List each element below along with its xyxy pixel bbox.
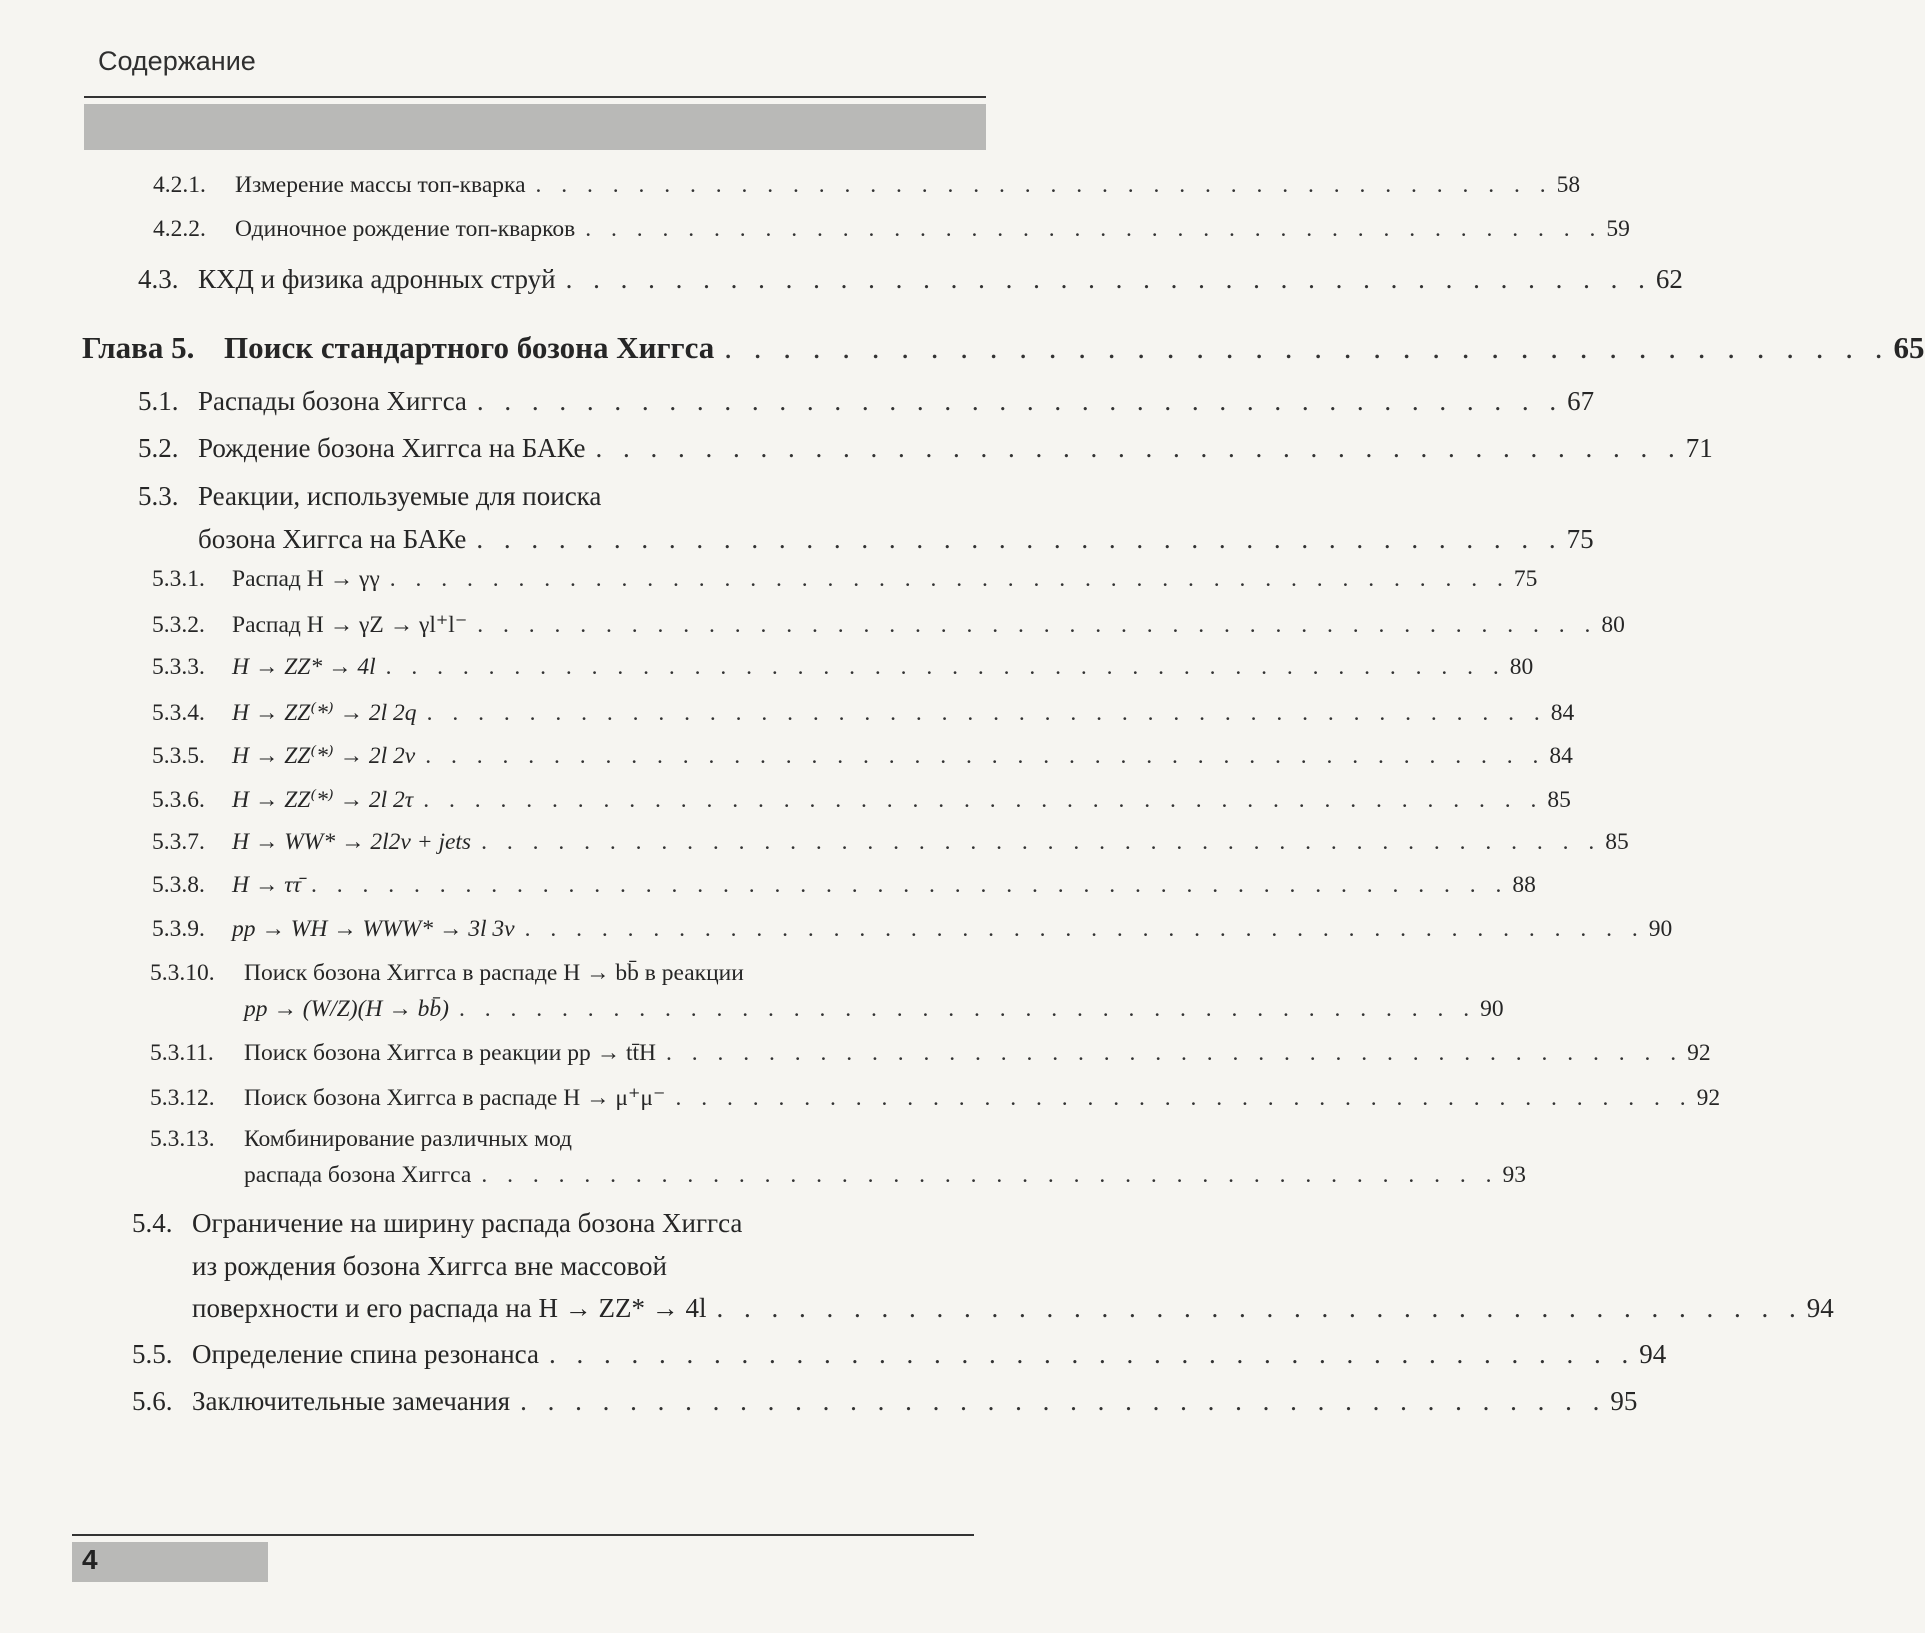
toc-entry-5-3-2 [152,610,1625,639]
toc-number: 4.3. [138,264,179,294]
dot-leader: . . . . . . . . . . . . . . . . . . . . . . . . . . . . . . . . . . . . . . . . [481,1162,1499,1188]
toc-entry-5-3-10 [244,996,1504,1023]
toc-title-line: из рождения бозона Хиггса вне массовой [192,1251,668,1281]
toc-title: Распад H → γZ → γl⁺l⁻ [232,612,468,638]
toc-number: 5.3.8. [152,872,205,898]
toc-page-number: 67 [1567,386,1595,416]
toc-number: 5.3.12. [150,1085,215,1111]
toc-entry-4-3 [138,264,1683,295]
toc-entry-5-3-7 [152,829,1629,856]
toc-page-number: 71 [1685,433,1713,463]
toc-number: 5.3.3. [152,654,205,680]
toc-entry-5-3-11 [150,1040,1711,1067]
toc-number: 5.6. [132,1386,173,1416]
toc-page-number: 92 [1687,1040,1711,1066]
toc-entry-5-3-1 [152,566,1538,593]
dot-leader: . . . . . . . . . . . . . . . . . . . . . . . . . . . . . . . . . . . . . . . . [595,433,1682,463]
dot-leader: . . . . . . . . . . . . . . . . . . . . . . . . . . . . . . . . . . . . . . . . . . . . [425,743,1546,769]
toc-entry-5-3-8 [152,872,1536,899]
toc-page-number: 58 [1556,172,1581,198]
dot-leader: . . . . . . . . . . . . . . . . . . . . . . . . . . . . . . . . . . . . . . . . [520,1386,1607,1416]
toc-title: Распад H → γγ [232,566,380,592]
dot-leader: . . . . . . . . . . . . . . . . . . . . . . . . . . . . . . . . . . . . . . . . . . . . [477,612,1598,638]
toc-entry-5-3 [198,524,1594,555]
dot-leader: . . . . . . . . . . . . . . . . . . . . . . . . . . . . . . . . . . . . . . . . [716,1293,1803,1323]
dot-leader: . . . . . . . . . . . . . . . . . . . . . . . . . . . . . . . . . . . . . . . . . . . . [423,787,1544,813]
toc-page-number: 94 [1806,1293,1834,1323]
toc-page-number: 80 [1509,654,1534,680]
toc-page-number: 95 [1610,1386,1638,1416]
toc-number: 5.3.7. [152,829,205,855]
toc-page-number: 85 [1605,829,1629,855]
page-number: 4 [82,1544,98,1575]
dot-leader: . . . . . . . . . . . . . . . . . . . . . . . . . . . . . . . . . . . . . . . . [585,216,1603,242]
dot-leader: . . . . . . . . . . . . . . . . . . . . . . . . . . . . . . . . . . . . . . . . [458,996,1477,1022]
toc-entry-5-3-10-line1 [150,960,744,987]
dot-leader: . . . . . . . . . . . . . . . . . . . . . . . . . . . . . . . . . . . . . . . . [675,1085,1693,1111]
toc-title: H → ττ̄ [232,872,302,898]
dot-leader: . . . . . . . . . . . . . . . . . . . . . . . . . . . . . . . . . . . . . . . . . . . . [426,700,1547,726]
toc-entry-5-1 [138,386,1595,417]
dot-leader: . . . . . . . . . . . . . . . . . . . . . . . . . . . . . . . . . . . . . . . . [666,1040,1684,1066]
toc-entry-5-3-5 [152,741,1573,770]
toc-title: Рождение бозона Хиггса на БАКе [198,433,586,463]
toc-title: Заключительные замечания [192,1386,511,1416]
toc-title-line: Поиск бозона Хиггса в распаде H → bb̄ в реакции [244,960,744,986]
toc-number: 5.2. [138,433,179,463]
toc-title: КХД и физика адронных струй [198,264,556,294]
toc-entry-5-3-line1 [138,481,601,512]
toc-page-number: 88 [1512,872,1536,898]
toc-entry-chapter-5 [82,330,1925,366]
dot-leader: . . . . . . . . . . . . . . . . . . . . . . . . . . . . . . . . . . . . . . . . [535,172,1553,198]
toc-number: 5.5. [132,1339,173,1369]
toc-entry-4-2-1 [153,172,1581,199]
toc-title: H → ZZ⁽*⁾ → 2l 2q [232,700,417,726]
dot-leader: . . . . . . . . . . . . . . . . . . . . . . . . . . . . . . . . . . . . . . . . . . . . . . . [311,872,1509,898]
toc-entry-5-2 [138,433,1713,464]
toc-title: Определение спина резонанса [192,1339,539,1369]
toc-title: Измерение массы топ-кварка [235,172,526,198]
toc-title: поверхности и его распада на H → ZZ* → 4l [192,1293,707,1323]
toc-number: 5.3.6. [152,787,205,813]
toc-number: 5.3.11. [150,1040,214,1066]
toc-page-number: 75 [1566,524,1594,554]
footer-rule [72,1534,974,1536]
toc-entry-5-3-12 [150,1083,1721,1112]
dot-leader: . . . . . . . . . . . . . . . . . . . . . . . . . . . . . . . . . . . . . . . . [548,1339,1636,1369]
toc-entry-5-4 [192,1293,1834,1324]
toc-title-line: Ограничение на ширину распада бозона Хиггса [192,1208,743,1238]
toc-entry-5-4-line2 [192,1251,667,1282]
header-rule [84,96,986,98]
toc-number: 4.2.1. [153,172,206,198]
toc-number: 4.2.2. [153,216,206,242]
toc-entry-5-5 [132,1339,1667,1370]
toc-title: Одиночное рождение топ-кварков [235,216,576,242]
toc-page-number: 84 [1549,743,1573,769]
toc-title-line: Комбинирование различных мод [244,1126,573,1152]
toc-page-number: 90 [1648,916,1673,942]
toc-page-number: 84 [1550,700,1575,726]
toc-title: бозона Хиггса на БАКе [198,524,467,554]
toc-page-number: 85 [1547,787,1571,813]
toc-page-number: 93 [1502,1162,1526,1188]
dot-leader: . . . . . . . . . . . . . . . . . . . . . . . . . . . . . . . . . . . . . . . . [476,386,1564,416]
dot-leader: . . . . . . . . . . . . . . . . . . . . . . . . . . . . . . . . . . . . . . . . . . . . [389,566,1510,592]
toc-page-number: 65 [1893,330,1925,365]
running-head: Содержание [98,46,256,76]
toc-entry-5-6 [132,1386,1638,1417]
toc-entry-5-3-13 [244,1162,1526,1189]
dot-leader: . . . . . . . . . . . . . . . . . . . . . . . . . . . . . . . . . . . . . . . . [476,524,1563,554]
toc-number: Глава 5. [82,330,195,365]
toc-title: pp → (W/Z)(H → bb̄) [244,996,449,1022]
toc-title-line: Реакции, используемые для поиска [198,481,602,511]
toc-entry-5-4-line1 [132,1208,742,1239]
toc-title: H → ZZ⁽*⁾ → 2l 2ν [232,743,416,769]
toc-page-number: 90 [1480,996,1504,1022]
toc-title: распада бозона Хиггса [244,1162,472,1188]
toc-page-number: 59 [1606,216,1630,242]
toc-number: 5.4. [132,1208,173,1238]
toc-title: H → WW* → 2l2ν + jets [232,829,472,855]
toc-title: Распады бозона Хиггса [198,386,467,416]
toc-entry-5-3-13-line1 [150,1126,572,1153]
toc-page-number: 80 [1601,612,1625,638]
toc-entry-5-3-3 [152,654,1534,681]
dot-leader: . . . . . . . . . . . . . . . . . . . . . . . . . . . . . . . . . . . . . . . . . . . . [385,654,1506,680]
footer-band [72,1542,268,1582]
toc-title: pp → WH → WWW* → 3l 3ν [232,916,515,942]
toc-page-number: 92 [1696,1085,1721,1111]
toc-page-number: 75 [1513,566,1538,592]
toc-entry-4-2-2 [153,216,1630,243]
dot-leader: . . . . . . . . . . . . . . . . . . . . . . . . . . . . . . . . . . . . . . . . [724,330,1890,365]
toc-title: Поиск бозона Хиггса в реакции pp → tt̄H [244,1040,657,1066]
toc-title: Поиск бозона Хиггса в распаде H → μ⁺μ⁻ [244,1085,666,1111]
header-band [84,104,986,150]
toc-entry-5-3-9 [152,916,1673,943]
toc-entry-5-3-4 [152,698,1575,727]
dot-leader: . . . . . . . . . . . . . . . . . . . . . . . . . . . . . . . . . . . . . . . . . . . . [481,829,1602,855]
toc-number: 5.3. [138,481,179,511]
toc-page-number: 62 [1655,264,1683,294]
toc-number: 5.3.5. [152,743,205,769]
toc-entry-5-3-6 [152,785,1571,814]
toc-number: 5.3.4. [152,700,205,726]
toc-number: 5.3.1. [152,566,205,592]
toc-number: 5.1. [138,386,179,416]
toc-number: 5.3.2. [152,612,205,638]
toc-title: H → ZZ* → 4l [232,654,376,680]
toc-title: Поиск стандартного бозона Хиггса [224,330,715,365]
dot-leader: . . . . . . . . . . . . . . . . . . . . . . . . . . . . . . . . . . . . . . . . [565,264,1652,294]
toc-number: 5.3.9. [152,916,205,942]
dot-leader: . . . . . . . . . . . . . . . . . . . . . . . . . . . . . . . . . . . . . . . . . . . . [524,916,1645,942]
toc-page-number: 94 [1639,1339,1667,1369]
toc-title: H → ZZ⁽*⁾ → 2l 2τ [232,787,414,813]
toc-number: 5.3.13. [150,1126,215,1152]
toc-number: 5.3.10. [150,960,215,986]
